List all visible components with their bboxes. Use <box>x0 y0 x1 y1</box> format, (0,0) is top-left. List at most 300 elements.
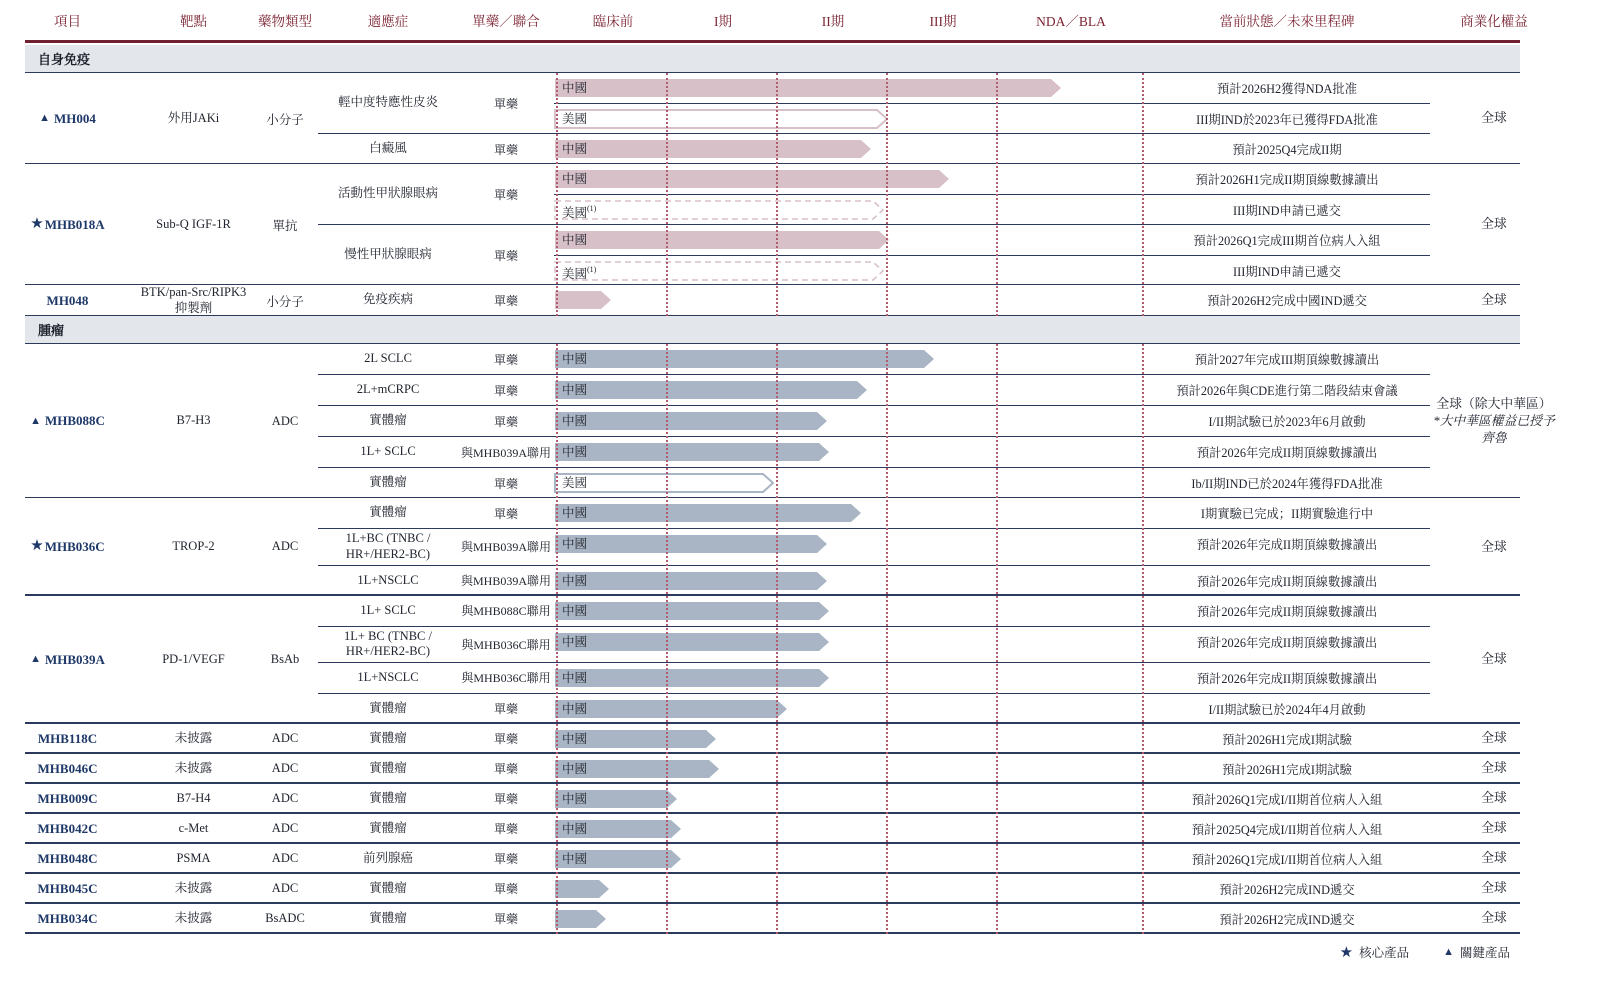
region-label <box>562 109 587 129</box>
indication-groups <box>318 164 1430 285</box>
progress-bar-arrow-shape <box>554 879 610 899</box>
trial-row <box>554 406 1430 436</box>
col-header-drug-type: 藥物類型 <box>258 14 312 29</box>
header-rule <box>25 40 1520 43</box>
indication-group <box>318 498 1430 528</box>
section-body <box>0 73 1614 316</box>
trial-row <box>554 874 1430 904</box>
trial-rows <box>554 498 1430 528</box>
col-header-rights: 商業化權益 <box>1460 14 1528 29</box>
project-row <box>0 724 1614 754</box>
milestone-cell: 預計2026H2獲得NDA批准 <box>1216 82 1358 96</box>
progress-bar <box>554 849 682 869</box>
trial-row <box>554 498 1430 528</box>
table-header <box>0 0 1614 40</box>
region-label <box>562 699 587 719</box>
region-label <box>562 442 587 462</box>
project-name: MH048 <box>46 292 89 308</box>
progress-bar-arrow-shape <box>554 411 828 431</box>
trial-rows <box>554 784 1430 814</box>
project-name: MHB034C <box>37 910 98 926</box>
trial-row <box>554 663 1430 693</box>
trial-rows <box>554 754 1430 784</box>
indication-cell: 實體瘤 <box>369 910 407 925</box>
rights-cell <box>1430 285 1614 316</box>
indication-group <box>318 662 1430 693</box>
progress-bar <box>554 349 935 369</box>
indication-cell: 1L+ SCLC <box>360 444 416 459</box>
indication-groups <box>318 814 1430 844</box>
region-label-text: 美國 <box>562 206 588 221</box>
rights-main: 全球 <box>1481 539 1507 554</box>
indication-groups <box>318 596 1430 724</box>
phase-progress-lane <box>554 468 1144 498</box>
phase-progress-lane <box>554 344 1144 374</box>
region-label <box>562 819 587 839</box>
mono-combo-cell: 與MHB036C聯用 <box>461 671 551 686</box>
phase-progress-lane <box>554 164 1144 194</box>
region-label-text: 中國 <box>562 142 588 156</box>
rights-cell <box>1430 844 1614 874</box>
project-row <box>0 285 1614 316</box>
indication-groups <box>318 844 1430 874</box>
region-label <box>562 473 587 493</box>
trial-rows <box>554 344 1430 374</box>
indication-cell: 實體瘤 <box>369 475 407 490</box>
progress-bar <box>554 534 828 554</box>
project-name-cell <box>0 814 135 844</box>
trial-rows <box>554 596 1430 626</box>
drug-type-cell: 小分子 <box>266 294 304 309</box>
region-label-text: 中國 <box>562 761 588 776</box>
rights-main: 全球 <box>1481 652 1507 667</box>
region-label <box>562 534 587 554</box>
project-name: MHB009C <box>37 790 98 806</box>
trial-rows <box>554 285 1430 315</box>
col-header-phase-1: I期 <box>714 14 732 29</box>
indication-groups <box>318 784 1430 814</box>
target-cell: 未披露 <box>174 910 213 925</box>
region-label-text: 美國 <box>562 476 588 491</box>
indication-group <box>318 904 1430 934</box>
trial-row <box>554 566 1430 596</box>
drug-type-cell: ADC <box>271 821 299 836</box>
progress-bar <box>554 78 1062 98</box>
mono-combo-cell: 單藥 <box>493 882 518 897</box>
phase-progress-lane <box>554 256 1144 285</box>
indication-group <box>318 436 1430 467</box>
target-cell: 未披露 <box>174 730 213 745</box>
progress-bar <box>554 473 774 493</box>
mono-combo-cell: 單藥 <box>493 702 518 717</box>
milestone-cell: I/II期試驗已於2024年4月啟動 <box>1208 702 1366 717</box>
trial-row <box>554 194 1430 224</box>
indication-groups <box>318 874 1430 904</box>
rights-cell <box>1430 784 1614 814</box>
milestone-cell: 預計2026Q1完成I/II期首位病人入組 <box>1191 792 1383 807</box>
mono-combo-cell: 單藥 <box>493 852 518 867</box>
progress-bar <box>554 789 678 809</box>
rights-cell <box>1430 754 1614 784</box>
mono-combo-cell: 與MHB039A聯用 <box>460 540 551 555</box>
project-name-cell <box>0 754 135 784</box>
region-label-text: 中國 <box>562 791 588 806</box>
phase-progress-lane <box>554 754 1144 784</box>
drug-type-cell: ADC <box>271 413 299 428</box>
phase-progress-lane <box>554 437 1144 467</box>
milestone-cell: 預計2026Q1完成I/II期首位病人入組 <box>1191 852 1383 867</box>
indication-cell: 輕中度特應性皮炎 <box>337 95 438 110</box>
progress-bar <box>554 261 884 281</box>
phase-progress-lane <box>554 724 1144 754</box>
region-label-text: 中國 <box>562 233 588 247</box>
mono-combo-cell: 單藥 <box>493 187 518 202</box>
key-product-triangle-icon: ▲ <box>39 112 50 124</box>
legend-item <box>1443 943 1510 961</box>
mono-combo-cell: 單藥 <box>493 142 518 157</box>
region-label-text: 中國 <box>562 731 588 746</box>
indication-cell: 慢性甲狀腺眼病 <box>344 247 432 262</box>
progress-bar-arrow-shape <box>554 668 830 688</box>
phase-progress-lane <box>554 663 1144 693</box>
trial-row <box>554 73 1430 103</box>
region-label <box>562 601 587 621</box>
indication-group <box>318 693 1430 724</box>
indication-group <box>318 528 1430 564</box>
region-label <box>562 729 587 749</box>
indication-group <box>318 374 1430 405</box>
trial-row <box>554 285 1430 315</box>
project-row <box>0 874 1614 904</box>
section-title: 腫瘤 <box>38 323 65 339</box>
phase-progress-lane <box>554 104 1144 133</box>
region-label-text: 中國 <box>562 172 588 186</box>
milestone-cell: 預計2026Q1完成III期首位病人入組 <box>1193 234 1381 248</box>
trial-row <box>554 596 1430 626</box>
col-header-milestone: 當前狀態／未來里程碑 <box>1219 14 1355 29</box>
region-label-text: 美國 <box>562 112 588 126</box>
trial-row <box>554 134 1430 164</box>
milestone-cell: 預計2026年完成II期頂線數據讀出 <box>1196 538 1378 553</box>
progress-bar <box>554 571 828 591</box>
progress-bar <box>554 442 830 462</box>
progress-bar <box>554 699 788 719</box>
project-name: MHB118C <box>37 730 98 746</box>
project-name: MHB088C <box>44 413 105 429</box>
indication-cell: 實體瘤 <box>369 700 407 715</box>
region-label-text: 美國 <box>562 267 588 282</box>
milestone-cell: Ib/II期IND已於2024年獲得FDA批准 <box>1191 477 1383 492</box>
project-row <box>0 596 1614 724</box>
region-label-text: 中國 <box>562 537 588 552</box>
project-row <box>0 498 1614 595</box>
rights-cell <box>1430 874 1614 904</box>
project-name: MHB039A <box>44 651 105 667</box>
target-cell: B7-H3 <box>176 413 211 428</box>
project-row <box>0 904 1614 934</box>
region-label <box>562 411 587 431</box>
col-header-phases <box>554 10 1144 30</box>
indication-cell: 實體瘤 <box>369 760 407 775</box>
project-name: MHB045C <box>37 880 98 896</box>
rights-main: 全球 <box>1481 911 1507 926</box>
indication-groups <box>318 904 1430 934</box>
trial-rows <box>554 73 1430 133</box>
drug-type-cell: ADC <box>271 851 299 866</box>
region-label <box>562 349 587 369</box>
progress-bar <box>554 668 830 688</box>
trial-rows <box>554 529 1430 564</box>
target-cell: 未披露 <box>174 760 213 775</box>
progress-bar <box>554 601 830 621</box>
target-cell: 未披露 <box>174 880 213 895</box>
trial-row <box>554 225 1430 255</box>
indication-group <box>318 814 1430 844</box>
trial-row <box>554 627 1430 657</box>
section-body <box>0 344 1614 934</box>
milestone-cell: I期實驗已完成；II期實驗進行中 <box>1200 507 1374 522</box>
rights-main: 全球 <box>1481 111 1507 126</box>
phase-progress-lane <box>554 566 1144 596</box>
progress-bar-arrow-shape <box>554 380 868 400</box>
region-label-text: 中國 <box>562 506 588 521</box>
rights-main: 全球 <box>1481 881 1507 896</box>
region-label <box>562 571 587 591</box>
phase-progress-lane <box>554 694 1144 724</box>
project-name: MHB046C <box>37 760 98 776</box>
trial-rows <box>554 566 1430 596</box>
legend <box>0 943 1614 962</box>
rights-note: *大中華區權益已授予齊魯 <box>1433 413 1555 445</box>
rights-main: 全球（除大中華區） <box>1436 397 1552 412</box>
progress-bar <box>554 879 610 899</box>
progress-bar <box>554 819 682 839</box>
target-cell: PD-1/VEGF <box>162 651 225 666</box>
milestone-cell: III期IND於2023年已獲得FDA批准 <box>1196 112 1378 127</box>
project-name-cell <box>0 73 135 164</box>
region-label-text: 中國 <box>562 851 588 866</box>
phase-progress-lane <box>554 134 1144 164</box>
indication-group <box>318 565 1430 596</box>
project-name-cell <box>0 904 135 934</box>
indication-cell: 實體瘤 <box>369 505 407 520</box>
progress-bar-arrow-shape <box>554 632 830 652</box>
milestone-cell: 預計2026H2完成IND遞交 <box>1219 912 1355 927</box>
indication-cell: 實體瘤 <box>369 413 407 428</box>
indication-cell: 前列腺癌 <box>362 850 413 865</box>
rights-main: 全球 <box>1481 731 1507 746</box>
rights-cell <box>1430 164 1614 285</box>
rights-main: 全球 <box>1481 217 1507 232</box>
region-label-text: 中國 <box>562 81 588 95</box>
indication-group <box>318 344 1430 374</box>
trial-row <box>554 784 1430 814</box>
region-label <box>562 380 587 400</box>
rights-main: 全球 <box>1481 821 1507 836</box>
target-cell: TROP-2 <box>172 539 215 554</box>
region-label <box>562 200 596 220</box>
mono-combo-cell: 單藥 <box>493 822 518 837</box>
region-label-text: 中國 <box>562 634 588 649</box>
trial-rows <box>554 627 1430 662</box>
milestone-cell: 預計2026H2完成中國IND遞交 <box>1207 294 1367 308</box>
mono-combo-cell: 單藥 <box>493 293 518 308</box>
indication-group <box>318 133 1430 164</box>
progress-bar-arrow-shape <box>554 290 612 310</box>
trial-rows <box>554 437 1430 467</box>
progress-bar-arrow-shape <box>554 571 828 591</box>
project-name: MHB048C <box>37 850 98 866</box>
milestone-cell: 預計2026H2完成IND遞交 <box>1219 882 1355 897</box>
milestone-cell: III期IND申請已遞交 <box>1233 203 1341 218</box>
phase-progress-lane <box>554 904 1144 934</box>
region-label <box>562 139 587 159</box>
milestone-cell: I/II期試驗已於2023年6月啟動 <box>1208 415 1366 430</box>
progress-bar-arrow-shape <box>554 349 935 369</box>
rights-cell <box>1430 904 1614 934</box>
target-cell: BTK/pan-Src/RIPK3抑製劑 <box>140 285 247 315</box>
col-header-mono-combo: 單藥／聯合 <box>472 14 540 29</box>
project-row <box>0 73 1614 164</box>
trial-rows <box>554 694 1430 724</box>
phase-progress-lane <box>554 285 1144 315</box>
indication-group <box>318 754 1430 784</box>
milestone-cell: 預計2026H1完成I期試驗 <box>1222 762 1352 777</box>
milestone-cell: 預計2026H1完成I期試驗 <box>1222 732 1352 747</box>
col-header-phase-0: 臨床前 <box>592 14 634 29</box>
trial-rows <box>554 844 1430 874</box>
phase-progress-lane <box>554 375 1144 405</box>
target-cell: 外用JAKi <box>167 110 220 125</box>
milestone-cell: 預計2026年完成II期頂線數據讀出 <box>1196 671 1378 686</box>
indication-cell: 白癜風 <box>369 141 407 156</box>
section-title: 自身免疫 <box>38 52 91 67</box>
indication-cell: 實體瘤 <box>369 880 407 895</box>
indication-group <box>318 844 1430 874</box>
drug-type-cell: ADC <box>271 731 299 746</box>
rights-main: 全球 <box>1481 851 1507 866</box>
milestone-cell: 預計2025Q4完成I/II期首位病人入組 <box>1191 822 1383 837</box>
phase-progress-lane <box>554 874 1144 904</box>
core-product-star-icon: ★ <box>1339 944 1354 961</box>
trial-row <box>554 344 1430 374</box>
progress-bar-arrow-shape <box>554 601 830 621</box>
indication-group <box>318 467 1430 498</box>
region-label <box>562 169 587 189</box>
trial-row <box>554 164 1430 194</box>
indication-groups <box>318 285 1430 316</box>
rights-cell <box>1430 814 1614 844</box>
phase-progress-lane <box>554 529 1144 559</box>
rights-main: 全球 <box>1481 791 1507 806</box>
drug-type-cell: ADC <box>271 881 299 896</box>
trial-row <box>554 724 1430 754</box>
trial-row <box>554 437 1430 467</box>
drug-type-cell: ADC <box>271 539 299 554</box>
region-label-text: 中國 <box>562 670 588 685</box>
indication-groups <box>318 754 1430 784</box>
drug-type-cell: BsADC <box>265 911 305 926</box>
milestone-cell: 預計2027年完成III期頂線數據讀出 <box>1194 353 1380 368</box>
indication-cell: 1L+ SCLC <box>360 602 416 617</box>
progress-bar <box>554 230 890 250</box>
progress-bar <box>554 632 830 652</box>
project-name-cell <box>0 285 135 316</box>
trial-rows <box>554 814 1430 844</box>
trial-row <box>554 904 1430 934</box>
mono-combo-cell: 單藥 <box>493 792 518 807</box>
progress-bar <box>554 109 888 129</box>
rights-cell <box>1430 596 1614 724</box>
progress-bar <box>554 200 884 220</box>
progress-bar <box>554 729 717 749</box>
indication-groups <box>318 498 1430 595</box>
region-label-text: 中國 <box>562 414 588 429</box>
trial-row <box>554 468 1430 498</box>
region-label <box>562 230 587 250</box>
mono-combo-cell: 單藥 <box>493 414 518 429</box>
project-name-cell <box>0 784 135 814</box>
progress-bar <box>554 169 950 189</box>
trial-rows <box>554 663 1430 693</box>
mono-combo-cell: 單藥 <box>493 352 518 367</box>
region-label-text: 中國 <box>562 445 588 460</box>
project-name-cell <box>0 844 135 874</box>
rights-cell <box>1430 344 1614 498</box>
mono-combo-cell: 單藥 <box>493 383 518 398</box>
indication-group <box>318 405 1430 436</box>
milestone-cell: III期IND申請已遞交 <box>1233 264 1341 279</box>
mono-combo-cell: 與MHB039A聯用 <box>460 445 551 460</box>
rights-main: 全球 <box>1481 761 1507 776</box>
indication-cell: 2L SCLC <box>364 351 412 366</box>
phase-progress-lane <box>554 596 1144 626</box>
region-label-text: 中國 <box>562 603 588 618</box>
milestone-cell: 預計2026年完成II期頂線數據讀出 <box>1196 574 1378 589</box>
mono-combo-cell: 與MHB039A聯用 <box>460 574 551 588</box>
trial-rows <box>554 134 1430 164</box>
region-label <box>562 632 587 652</box>
phase-progress-lane <box>554 73 1144 103</box>
progress-bar <box>554 380 868 400</box>
indication-cell: 1L+NSCLC <box>357 669 419 684</box>
mono-combo-cell: 與MHB036C聯用 <box>461 637 551 652</box>
project-row <box>0 814 1614 844</box>
milestone-cell: 預計2026年與CDE進行第二階段結束會議 <box>1176 384 1398 399</box>
rights-cell <box>1430 724 1614 754</box>
region-label <box>562 668 587 688</box>
project-name-cell <box>0 874 135 904</box>
target-cell: Sub-Q IGF-1R <box>156 216 231 231</box>
trial-row <box>554 844 1430 874</box>
trial-row <box>554 529 1430 559</box>
trial-rows <box>554 874 1430 904</box>
progress-bar <box>554 290 612 310</box>
project-row <box>0 164 1614 285</box>
trial-rows <box>554 406 1430 436</box>
trial-row <box>554 754 1430 784</box>
progress-bar <box>554 759 720 779</box>
progress-bar-arrow-shape <box>554 699 788 719</box>
phase-progress-lane <box>554 406 1144 436</box>
indication-cell: 2L+mCRPC <box>356 382 420 397</box>
project-name-cell <box>0 344 135 498</box>
indication-group <box>318 784 1430 814</box>
region-label-text: 中國 <box>562 383 588 398</box>
progress-bar-arrow-shape <box>554 534 828 554</box>
mono-combo-cell: 單藥 <box>493 248 518 263</box>
phase-progress-lane <box>554 844 1144 874</box>
